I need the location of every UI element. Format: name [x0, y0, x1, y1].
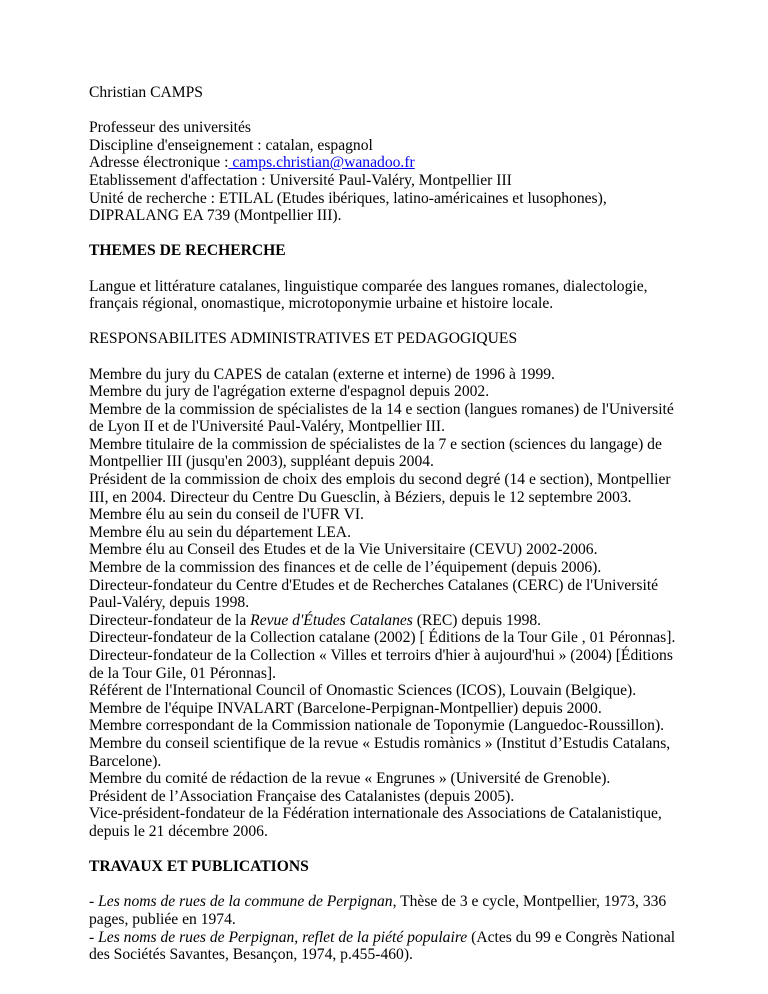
publication-item	[89, 929, 729, 947]
resp-line: Membre du jury de l'agrégation externe d'espagnol depuis 2002.	[89, 383, 490, 401]
author-name: Christian CAMPS	[89, 84, 203, 101]
resp-line: Membre élu au sein du département LEA.	[89, 523, 351, 541]
travaux-heading: TRAVAUX ET PUBLICATIONS	[89, 858, 309, 876]
document-body	[89, 84, 729, 964]
email-label: Adresse électronique :	[89, 154, 229, 172]
resp-line: Directeur-fondateur de la Collection catalane (2002) [ Éditions de la Tour Gile , 01 Péronnas].	[89, 629, 676, 647]
resp-line: Président de l’Association Française des Catalanistes (depuis 2005).	[89, 787, 515, 805]
email-line	[89, 154, 729, 172]
resp-line: Membre correspondant de la Commission nationale de Toponymie (Languedoc-Roussillon).	[89, 717, 665, 735]
list-dash: -	[89, 893, 99, 911]
resp-line: Président de la commission de choix des emplois du second degré (14 e section), Montpellier	[89, 471, 671, 489]
publication-title: Les noms de rues de Perpignan, reflet de la piété populaire	[98, 928, 468, 946]
resp-line: Directeur-fondateur de la Collection « Villes et terroirs d'hier à aujourd'hui » (2004) [Éditions	[89, 647, 673, 664]
email-link[interactable]: camps.christian@wanadoo.fr	[228, 154, 415, 172]
resp-line: Membre de l'équipe INVALART (Barcelone-Perpignan-Montpellier) depuis 2000.	[89, 699, 602, 717]
resp-line: Membre élu au Conseil des Etudes et de la Vie Universitaire (CEVU) 2002-2006.	[89, 541, 598, 559]
publication-item	[89, 893, 729, 911]
responsabilites-heading: RESPONSABILITES ADMINISTRATIVES ET PEDAGOGIQUES	[89, 330, 518, 348]
resp-line: de la Tour Gile, 01 Péronnas].	[89, 664, 277, 682]
resp-line: Paul-Valéry, depuis 1998.	[89, 594, 250, 612]
resp-line: Montpellier III (jusqu'en 2003), suppléant depuis 2004.	[89, 453, 434, 471]
resp-line: Référent de l'International Council of Onomastic Sciences (ICOS), Louvain (Belgique).	[89, 682, 637, 700]
discipline-line: Discipline d'enseignement : catalan, espagnol	[89, 136, 373, 154]
resp-line: Barcelone).	[89, 752, 162, 770]
resp-line: Membre de la commission de spécialistes de la 14 e section (langues romanes) de l'Université	[89, 400, 674, 418]
resp-line: Membre de la commission des finances et de celle de l’équipement (depuis 2006).	[89, 559, 602, 577]
resp-line: depuis le 21 décembre 2006.	[89, 822, 268, 840]
resp-line: Vice-président-fondateur de la Fédération internationale des Associations de Catalanistique,	[89, 805, 662, 823]
resp-line: de Lyon II et de l'Université Paul-Valéry, Montpellier III.	[89, 418, 446, 436]
publication-item-cont: des Sociétés Savantes, Besançon, 1974, p.455-460).	[89, 946, 413, 964]
resp-line: Membre titulaire de la commission de spécialistes de la 7 e section (sciences du langage) de	[89, 435, 662, 453]
resp-line: III, en 2004. Directeur du Centre Du Guesclin, à Béziers, depuis le 12 septembre 2003.	[89, 488, 632, 506]
unite-line-1: Unité de recherche : ETILAL (Etudes ibériques, latino-américaines et lusophones),	[89, 189, 607, 207]
list-dash: -	[89, 928, 99, 946]
publication-item-cont: pages, publiée en 1974.	[89, 910, 236, 928]
resp-text: Directeur-fondateur de la	[89, 611, 251, 629]
resp-line-revue	[89, 612, 729, 630]
resp-line: Membre du conseil scientifique de la revue « Estudis romànics » (Institut d’Estudis Catalans,	[89, 734, 671, 752]
status-line: Professeur des universités	[89, 119, 251, 137]
resp-line: Directeur-fondateur du Centre d'Etudes et de Recherches Catalanes (CERC) de l'Université	[89, 576, 659, 594]
resp-text: (REC) depuis 1998.	[412, 611, 542, 629]
themes-heading: THEMES DE RECHERCHE	[89, 242, 286, 260]
resp-line: Membre du comité de rédaction de la revue « Engrunes » (Université de Grenoble).	[89, 770, 611, 788]
affectation-line: Etablissement d'affectation : Université Paul-Valéry, Montpellier III	[89, 171, 512, 189]
resp-line: Membre du jury du CAPES de catalan (externe et interne) de 1996 à 1999.	[89, 365, 555, 383]
publication-title: Les noms de rues de la commune de Perpignan	[98, 893, 393, 911]
themes-line-1: Langue et littérature catalanes, linguistique comparée des langues romanes, dialectologie,	[89, 277, 648, 295]
publication-details: , Thèse de 3 e cycle, Montpellier, 1973, 336	[392, 893, 667, 911]
resp-line: Membre élu au sein du conseil de l'UFR VI.	[89, 506, 364, 524]
revue-title: Revue d'Études Catalanes	[250, 611, 413, 629]
unite-line-2: DIPRALANG EA 739 (Montpellier III).	[89, 207, 342, 225]
themes-line-2: français régional, onomastique, microtoponymie urbaine et histoire locale.	[89, 295, 554, 313]
publication-details: (Actes du 99 e Congrès National	[467, 928, 676, 946]
